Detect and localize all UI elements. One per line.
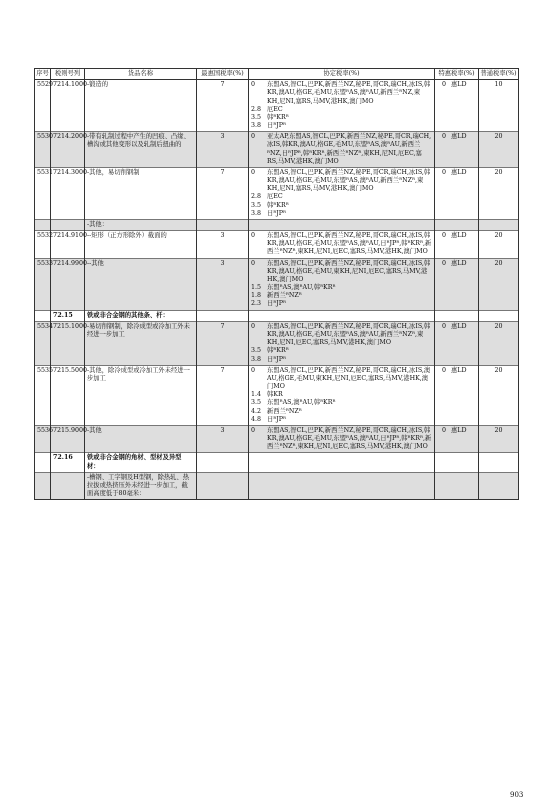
agreement-rate: 3.5 <box>251 399 262 407</box>
header-agreement: 协定税率(%) <box>249 69 435 80</box>
row-pref <box>435 132 479 168</box>
table-row <box>35 132 519 168</box>
agreement-countries: 韩ᴿKRᴿ <box>267 113 289 121</box>
row-general: 20 <box>479 258 519 310</box>
row-agreements <box>249 132 435 168</box>
tariff-page <box>34 68 524 799</box>
table-row <box>35 80 519 132</box>
row-seq <box>35 453 51 472</box>
agreement-line <box>251 81 432 106</box>
agreement-line <box>251 169 432 194</box>
row-seq: 5535 <box>35 365 51 425</box>
agreement-rate: 0 <box>251 259 256 267</box>
row-general: 20 <box>479 425 519 453</box>
row-general <box>479 310 519 321</box>
row-code: 7214.9100 <box>51 231 85 259</box>
row-code: 7215.1000 <box>51 321 85 365</box>
row-name: -其他，除冷成型或冷加工外未经进一步加工 <box>85 365 197 425</box>
agreement-rate: 0 <box>251 81 256 89</box>
agreement-rate: 1.5 <box>251 284 262 292</box>
agreement-line <box>251 399 432 407</box>
agreement-rate: 3.5 <box>251 201 262 209</box>
pref-rate: 0 <box>441 366 446 374</box>
agreement-countries: 韩ᴿKRᴿ <box>267 347 289 355</box>
row-seq: 5531 <box>35 167 51 219</box>
agreement-line <box>251 133 432 166</box>
agreement-rate: 0 <box>251 133 256 141</box>
table-row <box>35 219 519 230</box>
row-seq: 5530 <box>35 132 51 168</box>
row-code: 7214.3000 <box>51 167 85 219</box>
pref-country: 惠LD <box>451 322 467 330</box>
header-general: 普通税率(%) <box>479 69 519 80</box>
row-seq: 5536 <box>35 425 51 453</box>
agreement-rate: 3.8 <box>251 122 262 130</box>
row-mfn <box>197 310 249 321</box>
row-pref <box>435 365 479 425</box>
agreement-countries: 日ᴿJPᴿ <box>267 415 287 423</box>
agreement-countries: 日ᴿJPᴿ <box>267 122 287 130</box>
row-code: 7214.1000 <box>51 80 85 132</box>
row-general: 20 <box>479 365 519 425</box>
row-code: 7214.9900 <box>51 258 85 310</box>
row-name: -锻造的 <box>85 80 197 132</box>
agreement-rate: 1.4 <box>251 391 262 399</box>
row-seq: 5534 <box>35 321 51 365</box>
row-mfn: 7 <box>197 321 249 365</box>
agreement-countries: 东盟AS,智CL,巴PK,新西兰NZ,秘PE,哥CR,瑞CH,冰IS,韩KR,澳AU,格GE,毛MU,东盟ᴿAS,澳ᴿAU,新西兰ᴿNZᴿ,柬KH,尼NI,塞RS,马MV,港HK,澳门MO <box>267 168 431 193</box>
agreement-rate: 0 <box>251 168 256 176</box>
agreement-rate: 4.2 <box>251 407 262 415</box>
agreement-countries: 新西兰ᴿNZᴿ <box>267 407 302 415</box>
agreement-rate: 0 <box>251 322 256 330</box>
table-header <box>35 69 519 80</box>
row-pref <box>435 258 479 310</box>
row-agreements <box>249 231 435 259</box>
row-pref <box>435 231 479 259</box>
row-seq <box>35 310 51 321</box>
agreement-countries: 厄EC <box>267 193 283 201</box>
row-code: 72.16 <box>51 453 85 472</box>
row-general: 20 <box>479 167 519 219</box>
row-mfn <box>197 453 249 472</box>
header-pref: 特惠税率(%) <box>435 69 479 80</box>
row-name: --矩形（正方形除外）截面的 <box>85 231 197 259</box>
tariff-table <box>34 68 519 500</box>
table-row <box>35 310 519 321</box>
pref-rate: 0 <box>441 133 446 141</box>
pref-country: 惠LD <box>451 168 467 176</box>
agreement-rate: 0 <box>251 366 256 374</box>
agreement-line <box>251 367 432 392</box>
pref-country: 惠LD <box>451 259 467 267</box>
agreement-line <box>251 427 432 452</box>
agreement-countries: 东盟AS,智CL,巴PK,新西兰NZ,秘PE,哥CR,瑞CH,冰IS,韩KR,澳AU,格GE,毛MU,东盟ᴿAS,澳ᴿAU,日ᴿJPᴿ,韩ᴿKRᴿ,新西兰ᴿNZᴿ,柬KH,尼NI,厄EC,塞RS,马MV,港HK,澳门MO <box>267 232 432 256</box>
pref-rate: 0 <box>441 322 446 330</box>
agreement-countries: 韩ᴿKRᴿ <box>267 201 289 209</box>
row-pref <box>435 472 479 500</box>
row-agreements <box>249 321 435 365</box>
agreement-countries: 东盟ᴿAS,澳ᴿAU,韩ᴿKRᴿ <box>267 399 336 407</box>
agreement-rate: 4.8 <box>251 415 262 423</box>
agreement-countries: 东盟ᴿAS,澳ᴿAU,韩ᴿKRᴿ <box>267 284 336 292</box>
row-general: 20 <box>479 321 519 365</box>
row-mfn: 7 <box>197 167 249 219</box>
row-general <box>479 472 519 500</box>
agreement-line <box>251 106 432 114</box>
pref-country: 惠LD <box>451 366 467 374</box>
row-agreements <box>249 453 435 472</box>
header-seq: 序号 <box>35 69 51 80</box>
agreement-line <box>251 260 432 285</box>
header-code: 税则号列 <box>51 69 85 80</box>
pref-rate: 0 <box>441 232 446 240</box>
agreement-rate: 3.5 <box>251 113 262 121</box>
pref-rate: 0 <box>441 168 446 176</box>
row-name: 铁或非合金钢的角材、型材及异型材： <box>85 453 197 472</box>
table-body <box>35 80 519 500</box>
table-row <box>35 167 519 219</box>
agreement-countries: 亚太AP,东盟AS,智CL,巴PK,新西兰NZ,秘PE,哥CR,瑞CH,冰IS,韩KR,澳AU,格GE,毛MU,东盟ᴿAS,澳ᴿAU,新西兰ᴿNZ,日ᴿJPᴿ,韩ᴿKRᴿ,新西兰ᴿNZᴿ,柬KH,尼NI,厄EC,塞RS,马MV,港HK,澳门MO <box>267 133 432 165</box>
row-mfn <box>197 219 249 230</box>
row-code: 7215.5000 <box>51 365 85 425</box>
row-seq <box>35 472 51 500</box>
pref-country: 惠LD <box>451 81 467 89</box>
agreement-rate: 3.8 <box>251 355 262 363</box>
row-agreements <box>249 425 435 453</box>
row-name: -其他： <box>85 219 197 230</box>
row-name: -带有轧制过程中产生的凹痕、凸缘、槽沟或其他变形以及轧制后扭曲的 <box>85 132 197 168</box>
agreement-countries: 东盟AS,智CL,巴PK,新西兰NZ,秘PE,哥CR,瑞CH,冰IS,韩KR,澳AU,格GE,毛MU,柬KH,尼NI,厄EC,塞RS,马MV,港HK,澳门MO <box>267 259 431 283</box>
row-code: 7214.2000 <box>51 132 85 168</box>
row-name: --其他 <box>85 258 197 310</box>
agreement-rate: 0 <box>251 232 256 240</box>
pref-country: 惠LD <box>451 426 467 434</box>
agreement-line <box>251 347 432 355</box>
row-pref <box>435 425 479 453</box>
row-code <box>51 472 85 500</box>
agreement-rate: 2.8 <box>251 105 262 113</box>
row-code <box>51 219 85 230</box>
agreement-countries: 东盟AS,智CL,巴PK,新西兰NZ,秘PE,哥CR,瑞CH,冰IS,澳AU,格GE,毛MU,柬KH,尼NI,厄EC,塞RS,马MV,港HK,澳门MO <box>267 366 431 391</box>
row-name: 铁或非合金钢的其他条、杆： <box>85 310 197 321</box>
agreement-countries: 厄EC <box>267 105 283 113</box>
table-row <box>35 321 519 365</box>
agreement-countries: 东盟AS,智CL,巴PK,新西兰NZ,秘PE,哥CR,瑞CH,冰IS,韩KR,澳AU,格GE,毛MU,东盟ᴿAS,澳ᴿAU,新西兰ᴿNZ,柬KH,尼NI,塞RS,马MV,港HK,澳门MO <box>267 81 431 105</box>
agreement-rate: 0 <box>251 426 256 434</box>
row-general: 10 <box>479 80 519 132</box>
row-mfn: 3 <box>197 231 249 259</box>
row-seq <box>35 219 51 230</box>
agreement-countries: 日ᴿJPᴿ <box>267 209 287 217</box>
row-general <box>479 219 519 230</box>
table-row <box>35 472 519 500</box>
row-mfn: 3 <box>197 132 249 168</box>
agreement-countries: 东盟AS,智CL,巴PK,新西兰NZ,秘PE,哥CR,瑞CH,冰IS,韩KR,澳AU,格GE,毛MU,东盟ᴿAS,澳ᴿAU,新西兰ᴿNZᴿ,柬KH,尼NI,厄EC,塞RS,马MV,港HK,澳门MO <box>267 322 431 347</box>
agreement-line <box>251 114 432 122</box>
row-mfn: 7 <box>197 365 249 425</box>
row-pref <box>435 310 479 321</box>
agreement-rate: 1.8 <box>251 292 262 300</box>
row-mfn: 3 <box>197 258 249 310</box>
table-row <box>35 425 519 453</box>
pref-country: 惠LD <box>451 232 467 240</box>
row-pref <box>435 321 479 365</box>
row-code: 72.15 <box>51 310 85 321</box>
row-agreements <box>249 365 435 425</box>
agreement-rate: 2.8 <box>251 193 262 201</box>
agreement-countries: 韩KR <box>267 391 283 399</box>
row-pref <box>435 80 479 132</box>
table-row <box>35 258 519 310</box>
agreement-line <box>251 323 432 348</box>
row-name: -槽钢、工字钢及H型钢，除热轧、热拉拔或热挤压外未经进一步加工，截面高度低于80毫米： <box>85 472 197 500</box>
page-number: 903 <box>510 791 524 799</box>
row-pref <box>435 453 479 472</box>
row-name: -其他 <box>85 425 197 453</box>
row-agreements <box>249 219 435 230</box>
agreement-line <box>251 408 432 416</box>
agreement-countries: 东盟AS,智CL,巴PK,新西兰NZ,秘PE,哥CR,瑞CH,冰IS,韩KR,澳AU,格GE,毛MU,东盟ᴿAS,澳ᴿAU,日ᴿJPᴿ,韩ᴿKRᴿ,新西兰ᴿNZᴿ,柬KH,尼NI,厄EC,塞RS,马MV,港HK,澳门MO <box>267 426 432 451</box>
row-agreements <box>249 258 435 310</box>
agreement-rate: 2.3 <box>251 300 262 308</box>
agreement-line <box>251 193 432 201</box>
agreement-line <box>251 300 432 308</box>
row-mfn <box>197 472 249 500</box>
row-agreements <box>249 167 435 219</box>
row-agreements <box>249 310 435 321</box>
agreement-countries: 新西兰ᴿNZᴿ <box>267 292 302 300</box>
row-seq: 5532 <box>35 231 51 259</box>
row-mfn: 7 <box>197 80 249 132</box>
pref-rate: 0 <box>441 259 446 267</box>
row-pref <box>435 219 479 230</box>
agreement-line <box>251 210 432 218</box>
table-row <box>35 231 519 259</box>
table-row <box>35 365 519 425</box>
row-general: 20 <box>479 132 519 168</box>
row-mfn: 3 <box>197 425 249 453</box>
agreement-line <box>251 122 432 130</box>
agreement-rate: 3.8 <box>251 209 262 217</box>
agreement-line <box>251 356 432 364</box>
table-row <box>35 453 519 472</box>
row-seq: 5533 <box>35 258 51 310</box>
pref-country: 惠LD <box>451 133 467 141</box>
header-mfn: 最惠国税率(%) <box>197 69 249 80</box>
row-general: 20 <box>479 231 519 259</box>
row-agreements <box>249 472 435 500</box>
agreement-countries: 日ᴿJPᴿ <box>267 355 287 363</box>
row-name: -易切削钢制，除冷成型或冷加工外未经进一步加工 <box>85 321 197 365</box>
header-name: 货品名称 <box>85 69 197 80</box>
agreement-countries: 日ᴿJPᴿ <box>267 300 287 308</box>
agreement-line <box>251 232 432 257</box>
row-name: -其他，易切削钢制 <box>85 167 197 219</box>
agreement-line <box>251 202 432 210</box>
row-pref <box>435 167 479 219</box>
row-agreements <box>249 80 435 132</box>
agreement-rate: 3.5 <box>251 347 262 355</box>
pref-rate: 0 <box>441 81 446 89</box>
row-general <box>479 453 519 472</box>
agreement-line <box>251 416 432 424</box>
row-seq: 5529 <box>35 80 51 132</box>
row-code: 7215.9000 <box>51 425 85 453</box>
pref-rate: 0 <box>441 426 446 434</box>
